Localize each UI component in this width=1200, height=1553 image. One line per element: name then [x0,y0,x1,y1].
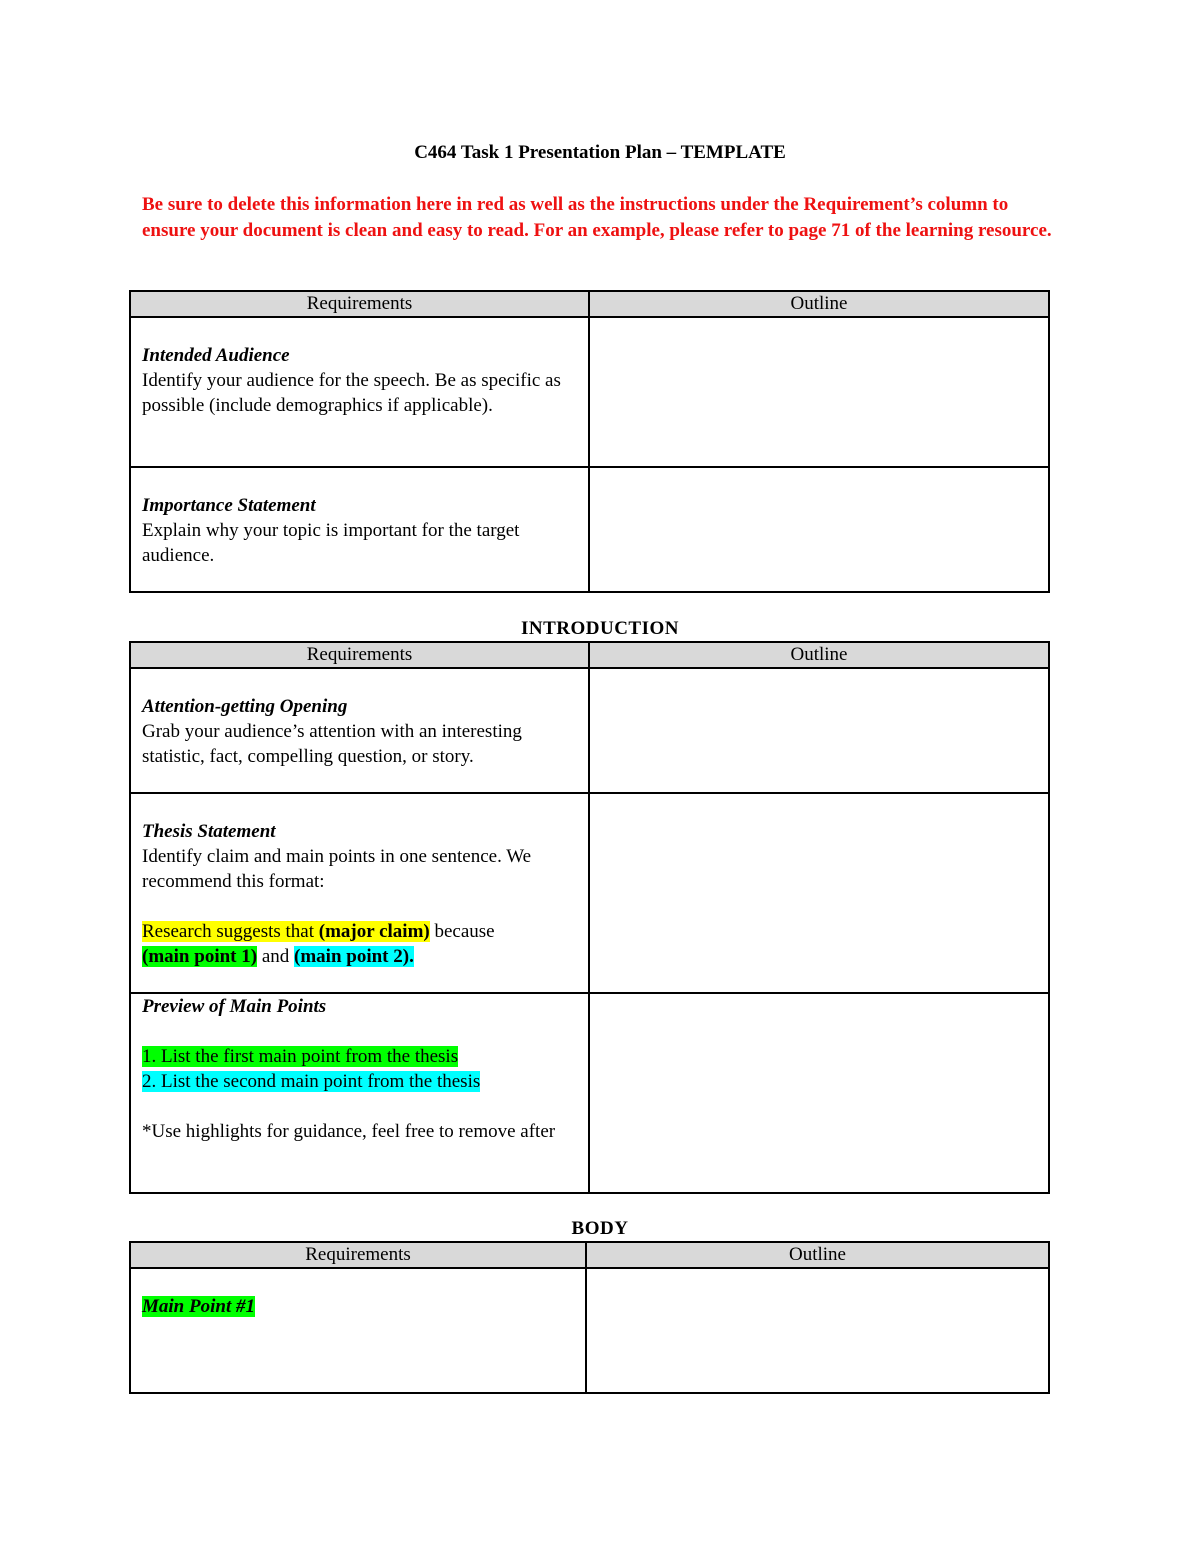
outline-cell[interactable] [589,317,1049,467]
preview-item-1: 1. List the first main point from the thesis [142,1046,459,1067]
preview-item-2: 2. List the second main point from the thesis [142,1071,481,1092]
format-part2: because [429,921,495,942]
format-main-point-1: (main point 1) [142,946,258,967]
outline-cell[interactable] [586,1268,1049,1393]
table-row [130,467,1049,592]
format-part1: Research suggests that [142,921,319,942]
requirement-label: Attention-getting Opening [142,696,348,717]
red-instruction-note: Be sure to delete this information here in red as well as the instructions under the Requirement’s column to ensure your document is clean and easy to read. For an example, please refer to page 71 of the learning resource. [142,194,1052,241]
outline-cell[interactable] [589,467,1049,592]
table-row [130,317,1049,467]
table-row [130,668,1049,793]
requirement-cell [130,793,589,993]
highlight-note: *Use highlights for guidance, feel free to remove after [142,1121,556,1142]
requirements-header: Requirements [130,642,589,668]
requirement-cell [130,993,589,1193]
outline-cell[interactable] [589,993,1049,1193]
thesis-format [142,919,578,969]
requirement-description: Explain why your topic is important for the target audience. [142,520,520,566]
requirement-cell [130,1268,586,1393]
format-main-point-2: (main point 2). [294,946,414,967]
requirement-label: Importance Statement [142,495,316,516]
outline-cell[interactable] [589,793,1049,993]
requirements-header: Requirements [130,1242,586,1268]
requirement-label: Thesis Statement [142,821,276,842]
outline-header: Outline [586,1242,1049,1268]
requirement-cell [130,668,589,793]
outline-header: Outline [589,642,1049,668]
body-table [129,1241,1050,1394]
requirement-description: Identify your audience for the speech. Be as specific as possible (include demographics if applicable). [142,370,561,416]
table-row [130,793,1049,993]
audience-table [129,290,1050,593]
requirement-description: Identify claim and main points in one sentence. We recommend this format: [142,846,532,892]
requirements-header: Requirements [130,291,589,317]
introduction-heading: INTRODUCTION [520,618,680,639]
requirement-label: Preview of Main Points [142,996,327,1017]
body-heading: BODY [571,1218,629,1239]
requirement-cell [130,467,589,592]
format-major-claim: (major claim) [318,921,430,942]
format-and: and [257,946,295,967]
requirement-label: Main Point #1 [142,1296,255,1317]
table-row [130,993,1049,1193]
requirement-description: Grab your audience’s attention with an interesting statistic, fact, compelling question, or story. [142,721,522,767]
outline-header: Outline [589,291,1049,317]
introduction-table [129,641,1050,1194]
document-title: C464 Task 1 Presentation Plan – TEMPLATE [414,142,786,163]
outline-cell[interactable] [589,668,1049,793]
table-row [130,1268,1049,1393]
requirement-cell [130,317,589,467]
requirement-label: Intended Audience [142,345,290,366]
